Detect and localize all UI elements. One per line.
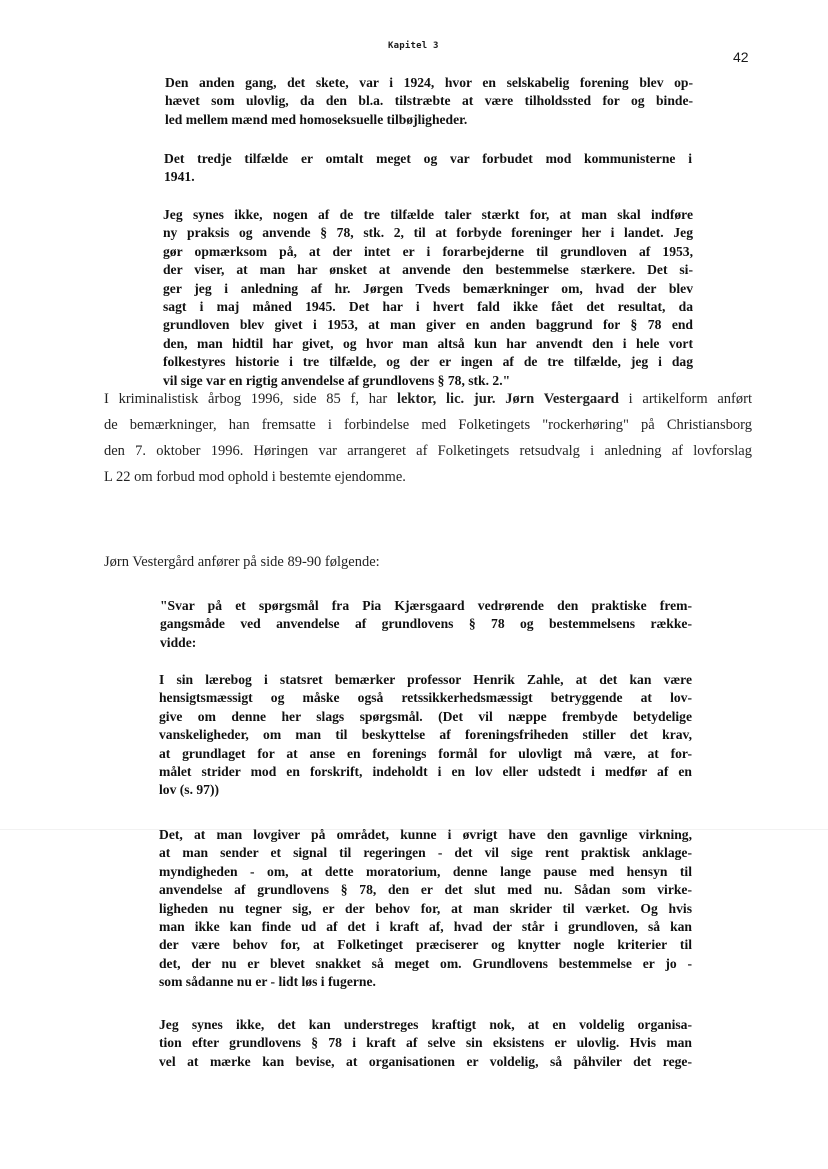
text-line: gør opmærksom på, at der intet er i forarbejderne til grundloven af 1953, — [163, 243, 693, 259]
text-line: der være behov for, at Folketinget præciserer og knytter nogle kriterier til — [159, 937, 692, 953]
quote-paragraph-7 — [159, 1016, 692, 1071]
text-line: grundloven blev givet i 1953, at man giver en anden baggrund for § 78 end — [163, 317, 693, 333]
quote-paragraph-4 — [160, 597, 692, 652]
text-line: ger jeg i anledning af hr. Jørgen Tveds bemærkninger om, hvad der blev — [163, 280, 693, 296]
quote-paragraph-2 — [164, 150, 692, 187]
text-line: tion efter grundlovens § 78 i kraft af selve sin eksistens er ulovlig. Hvis man — [159, 1035, 692, 1051]
text-line: den, man hidtil har givet, og hvor man altså kun har anvendt den i hele vort — [163, 335, 693, 351]
text-line: som sådanne nu er - lidt løs i fugerne. — [159, 974, 376, 990]
quote-paragraph-1 — [165, 74, 693, 129]
text-line — [104, 386, 752, 412]
text-line: myndigheden - om, at dette moratorium, denne lange pause med hensyn til — [159, 863, 692, 879]
text-line: at grundlaget for at anse en forenings formål for ulovligt må være, at for- — [159, 745, 692, 761]
text-line: anvendelse af grundlovens § 78, den er det slut med nu. Sådan som virke- — [159, 882, 692, 898]
text-line: de bemærkninger, han fremsatte i forbindelse med Folketingets "rockerhøring" på Christiansborg — [104, 417, 752, 433]
page-number: 42 — [733, 49, 749, 65]
body-paragraph-1 — [104, 386, 752, 490]
text-line: folkestyres historie i tre tilfælde, og der er ingen af de tre tilfælde, jeg i dag — [163, 354, 693, 370]
text-line: L 22 om forbud mod ophold i bestemte ejendomme. — [104, 469, 406, 485]
text-line: Jeg synes ikke, nogen af de tre tilfælde taler stærkt for, at man skal indføre — [163, 207, 693, 222]
text-line: led mellem mænd med homoseksuelle tilbøjligheder. — [165, 111, 468, 127]
text-line: det, der nu er blevet snakket så meget om. Grundlovens bestemmelse er jo - — [159, 955, 692, 971]
text-line: målet strider mod en forskrift, indeholdt i en lov eller udstedt i medfør af en — [159, 764, 692, 780]
text-line: ligheden nu tegner sig, er der behov for, at man skrider til værket. Og hvis — [159, 900, 692, 916]
text-line: 1941. — [164, 169, 195, 185]
text-line: vanskeligheder, om man til beskyttelse af foreningsfriheden stiller det krav, — [159, 727, 692, 743]
text-line: give om denne her slags spørgsmål. (Det vil næppe frembyde betydelige — [159, 708, 692, 724]
text-segment: i artikelform anført — [618, 391, 752, 407]
text-line: sagt i maj måned 1945. Det har i hvert fald ikke fået det resultat, da — [163, 299, 693, 315]
text-line: Jørn Vestergård anfører på side 89-90 følgende: — [104, 554, 380, 570]
text-line: man ikke kan finde ud af det i kraft af, hvad der står i grundloven, så kan — [159, 919, 692, 935]
text-line: Det tredje tilfælde er omtalt meget og var forbudet mod kommunisterne i — [164, 151, 692, 166]
text-line: vel at mærke kan bevise, at organisationen er voldelig, så påhviler det rege- — [159, 1053, 692, 1069]
text-segment: I kriminalistisk årbog 1996, side 85 f, har — [104, 391, 397, 407]
text-line: Jeg synes ikke, det kan understreges kraftigt nok, at en voldelig organisa- — [159, 1017, 692, 1032]
quote-paragraph-5 — [159, 671, 692, 800]
text-line: vil sige var en rigtig anvendelse af grundlovens § 78, stk. 2." — [163, 372, 511, 388]
text-line: Det, at man lovgiver på området, kunne i øvrigt have den gavnlige virkning, — [159, 827, 692, 842]
text-line: ny praksis og anvende § 78, stk. 2, til at forbyde foreninger her i landet. Jeg — [163, 225, 693, 241]
author-name: lektor, lic. jur. Jørn Vestergaard — [396, 391, 619, 407]
text-line: Den anden gang, det skete, var i 1924, hvor en selskabelig forening blev op- — [165, 75, 693, 90]
text-line: gangsmåde ved anvendelse af grundlovens § 78 og bestemmelsens række- — [160, 616, 692, 632]
text-line: vidde: — [160, 634, 197, 650]
text-line: at man sender et signal til regeringen - det vil sige rent praktisk anklage- — [159, 845, 692, 861]
body-paragraph-2 — [104, 549, 752, 575]
text-line: lov (s. 97)) — [159, 782, 220, 798]
text-line: den 7. oktober 1996. Høringen var arrangeret af Folketingets retsudvalg i anledning af lovforslag — [104, 443, 752, 459]
text-line: I sin lærebog i statsret bemærker professor Henrik Zahle, at det kan være — [159, 672, 692, 687]
text-line: "Svar på et spørgsmål fra Pia Kjærsgaard vedrørende den praktiske frem- — [160, 598, 692, 613]
text-line: hævet som ulovlig, da den bl.a. tilstræbte at være tilholdssted for og binde- — [165, 93, 693, 109]
quote-paragraph-3 — [163, 206, 693, 390]
chapter-header: Kapitel 3 — [388, 41, 439, 51]
text-line: hensigtsmæssigt og måske også retssikkerhedsmæssigt betryggende at lov- — [159, 690, 692, 706]
quote-paragraph-6 — [159, 826, 692, 992]
text-line: der viser, at man har ønsket at anvende den bestemmelse stærkere. Det si- — [163, 262, 693, 278]
